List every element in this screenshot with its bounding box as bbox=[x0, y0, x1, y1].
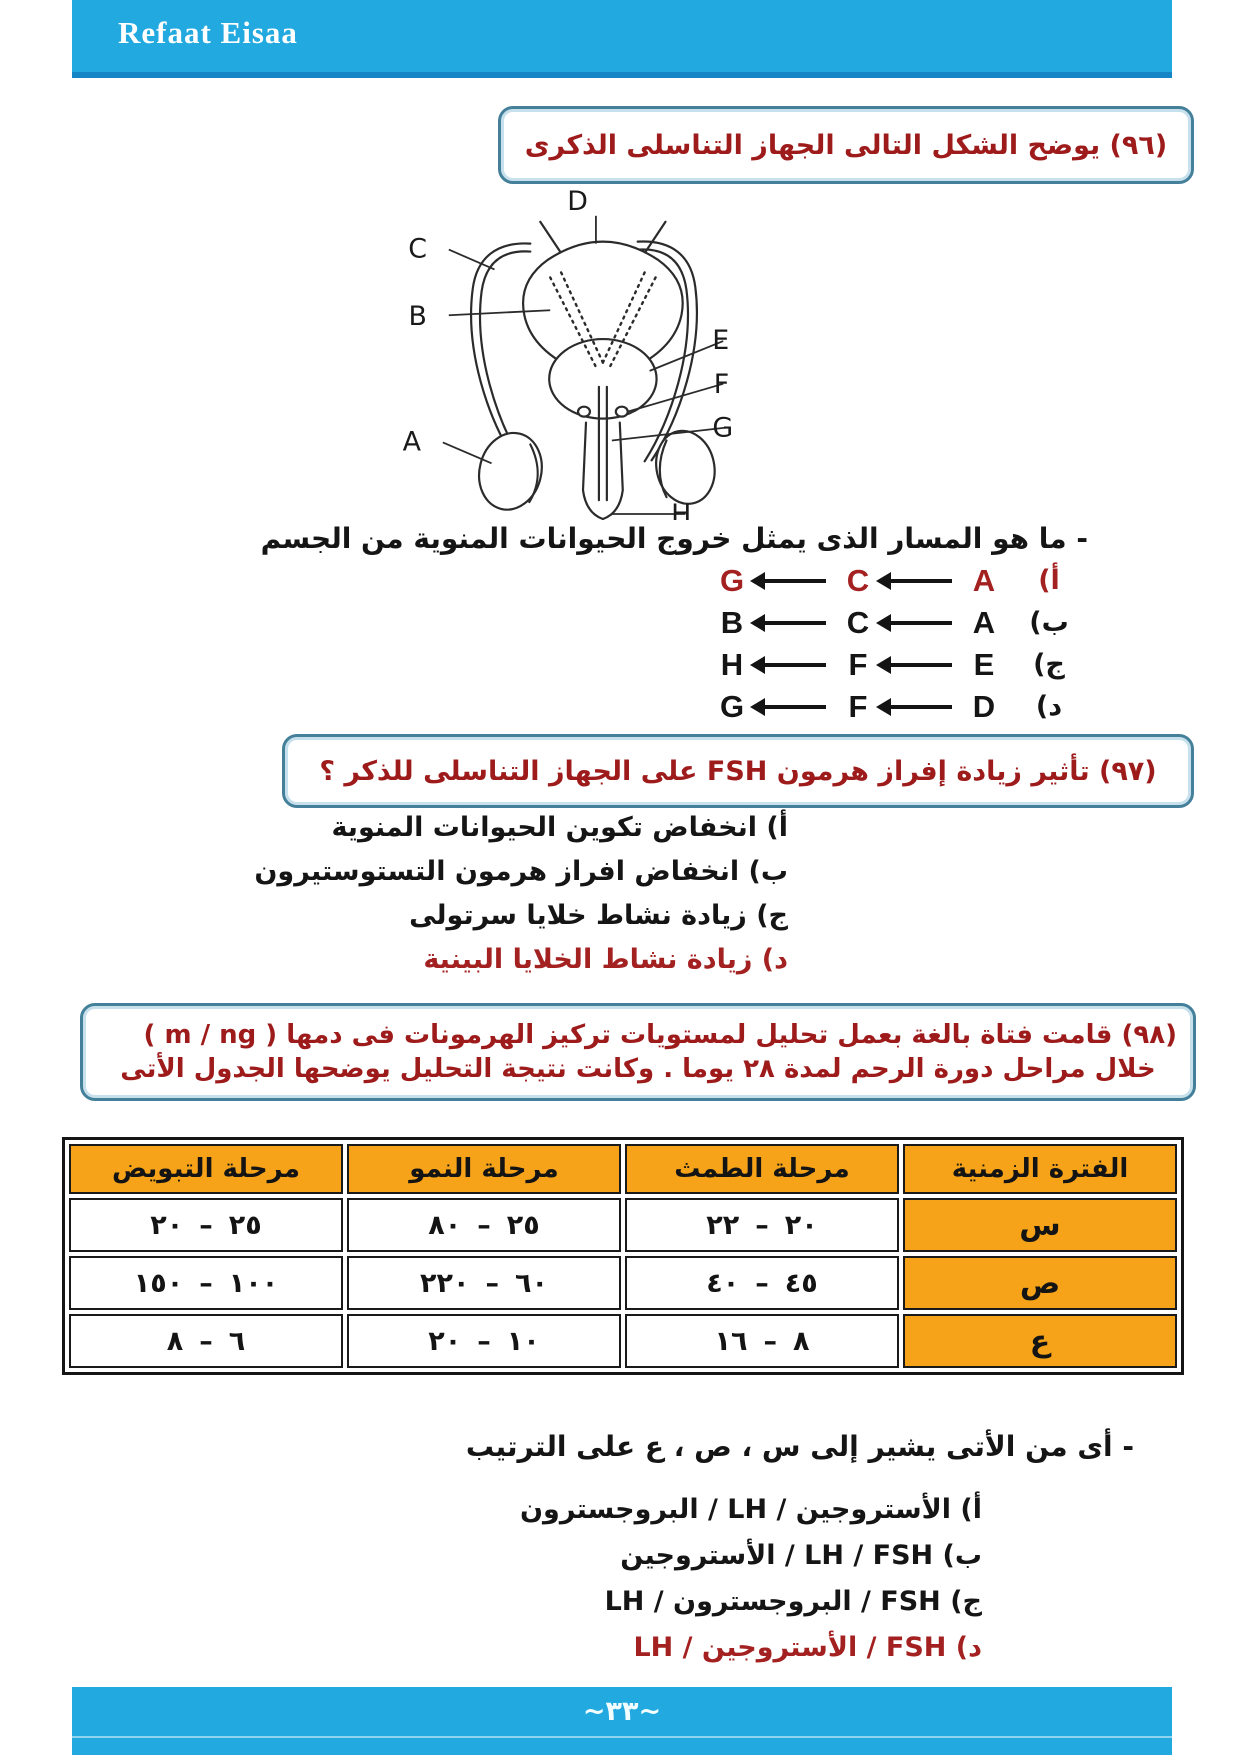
range-right: ٢٥ bbox=[228, 1209, 262, 1241]
diagram-label-g: G bbox=[712, 412, 734, 444]
male-reproductive-diagram bbox=[398, 182, 770, 520]
arrow-left-icon bbox=[890, 621, 952, 625]
header-bar bbox=[72, 0, 1172, 78]
range-left: ٢٢ bbox=[706, 1209, 740, 1241]
range-right: ٨ bbox=[792, 1325, 810, 1357]
q96-option-c bbox=[710, 648, 1072, 681]
diagram-svg bbox=[398, 182, 770, 520]
table-row bbox=[69, 1198, 1177, 1252]
path-letter: A bbox=[972, 604, 996, 640]
path-letter: B bbox=[720, 604, 744, 640]
option-marker: أ) bbox=[1038, 565, 1060, 596]
q97-title-box bbox=[282, 734, 1194, 808]
vas-deferens-left bbox=[471, 243, 530, 462]
range-right: ١٠٠ bbox=[228, 1267, 279, 1299]
q96-question: - ما هو المسار الذى يمثل خروج الحيوانات المنوية من الجسم bbox=[260, 522, 1088, 555]
q96-title: (٩٦) يوضح الشكل التالى الجهاز التناسلى الذكرى bbox=[524, 129, 1168, 161]
option-marker: ب) bbox=[1029, 607, 1069, 638]
q96-options bbox=[710, 564, 1072, 723]
range-dash: – bbox=[477, 1209, 491, 1241]
table-row bbox=[69, 1256, 1177, 1310]
q97-option-b: ب) انخفاض افراز هرمون التستوستيرون bbox=[254, 856, 788, 887]
range-cell bbox=[69, 1198, 343, 1252]
path-letter: D bbox=[972, 688, 996, 724]
path-letter: A bbox=[972, 562, 996, 598]
hormone-table bbox=[62, 1137, 1184, 1375]
q98-option-d: د) FSH / الأستروجين / LH bbox=[633, 1632, 982, 1663]
range-left: ٨٠ bbox=[428, 1209, 462, 1241]
column-header-period: الفترة الزمنية bbox=[903, 1144, 1177, 1194]
table-row bbox=[69, 1314, 1177, 1368]
range-dash: – bbox=[199, 1325, 213, 1357]
row-label: ع bbox=[903, 1314, 1177, 1368]
q96-option-b bbox=[710, 606, 1072, 639]
q98-sub-question: - أى من الأتى يشير إلى س ، ص ، ع على الترتيب bbox=[465, 1430, 1134, 1463]
diagram-label-a: A bbox=[402, 426, 421, 458]
q97-options bbox=[254, 812, 788, 975]
prostate bbox=[549, 339, 656, 419]
footer-divider bbox=[72, 1736, 1172, 1738]
range-dash: – bbox=[485, 1267, 499, 1299]
page-number: ~٣٣~ bbox=[582, 1696, 662, 1727]
ureter-left bbox=[540, 222, 560, 252]
range-left: ١٥٠ bbox=[133, 1267, 184, 1299]
range-dash: – bbox=[199, 1209, 213, 1241]
path-letter: E bbox=[973, 646, 995, 682]
arrow-left-icon bbox=[764, 663, 826, 667]
range-cell bbox=[625, 1314, 899, 1368]
cowper-gland-left bbox=[578, 407, 590, 417]
q96-option-d bbox=[710, 690, 1072, 723]
brand-text: Refaat Eisaa bbox=[118, 15, 298, 50]
range-right: ٢٠ bbox=[784, 1209, 818, 1241]
q96-option-a bbox=[710, 564, 1072, 597]
leader-c bbox=[449, 250, 495, 270]
ureter-right bbox=[646, 222, 666, 252]
range-left: ٨ bbox=[166, 1325, 184, 1357]
diagram-label-e: E bbox=[712, 325, 730, 357]
range-cell bbox=[347, 1198, 621, 1252]
range-right: ١٠ bbox=[506, 1325, 540, 1357]
range-cell bbox=[69, 1314, 343, 1368]
q97-title: (٩٧) تأثير زيادة إفراز هرمون FSH على الجهاز التناسلى للذكر ؟ bbox=[319, 755, 1157, 787]
diagram-label-b: B bbox=[408, 301, 427, 333]
range-cell bbox=[625, 1198, 899, 1252]
range-cell bbox=[625, 1256, 899, 1310]
path-letter: G bbox=[719, 562, 745, 598]
column-header-growth: مرحلة النمو bbox=[347, 1144, 621, 1194]
range-left: ٤٠ bbox=[706, 1267, 740, 1299]
diagram-label-h: H bbox=[671, 498, 692, 520]
q97-option-a: أ) انخفاض تكوين الحيوانات المنوية bbox=[331, 812, 788, 843]
q98-title-line2: خلال مراحل دورة الرحم لمدة ٢٨ يوما . وكانت نتيجة التحليل يوضحها الجدول الأتى bbox=[120, 1054, 1156, 1084]
path-letter: G bbox=[719, 688, 745, 724]
arrow-left-icon bbox=[764, 705, 826, 709]
header-underline bbox=[72, 72, 1172, 78]
q98-option-c: ج) FSH / البروجسترون / LH bbox=[604, 1586, 982, 1617]
q98-title-box bbox=[80, 1003, 1196, 1101]
row-label: ص bbox=[903, 1256, 1177, 1310]
arrow-left-icon bbox=[764, 621, 826, 625]
diagram-label-f: F bbox=[713, 368, 730, 400]
path-letter: F bbox=[848, 688, 868, 724]
range-cell bbox=[347, 1256, 621, 1310]
path-letter: H bbox=[720, 646, 744, 682]
range-right: ٢٥ bbox=[506, 1209, 540, 1241]
q97-option-c: ج) زيادة نشاط خلايا سرتولى bbox=[409, 900, 788, 931]
range-left: ١٦ bbox=[714, 1325, 748, 1357]
range-left: ٢٠ bbox=[428, 1325, 462, 1357]
range-dash: – bbox=[755, 1267, 769, 1299]
q98-option-b: ب) FSH ‏/ LH ‏/ الأستروجين bbox=[620, 1540, 982, 1571]
q98-options bbox=[520, 1494, 982, 1663]
q98-title-line1: (٩٨) قامت فتاة بالغة بعمل تحليل لمستويات تركيز الهرمونات فى دمها ( m / ng ) bbox=[143, 1020, 1177, 1050]
range-right: ٤٥ bbox=[784, 1267, 818, 1299]
range-dash: – bbox=[477, 1325, 491, 1357]
footer-bar bbox=[72, 1687, 1172, 1755]
path-letter: C bbox=[846, 604, 870, 640]
cowper-gland-right bbox=[616, 407, 628, 417]
range-dash: – bbox=[763, 1325, 777, 1357]
column-header-menstruation: مرحلة الطمث bbox=[625, 1144, 899, 1194]
path-letter: F bbox=[848, 646, 868, 682]
arrow-left-icon bbox=[890, 705, 952, 709]
range-cell bbox=[347, 1314, 621, 1368]
arrow-left-icon bbox=[764, 579, 826, 583]
diagram-label-c: C bbox=[408, 233, 427, 265]
row-label: س bbox=[903, 1198, 1177, 1252]
range-left: ٢٠ bbox=[150, 1209, 184, 1241]
range-cell bbox=[69, 1256, 343, 1310]
option-marker: ج) bbox=[1033, 649, 1065, 680]
q98-option-a: أ) الأستروجين / LH / البروجسترون bbox=[520, 1494, 982, 1525]
range-right: ٦٠ bbox=[514, 1267, 548, 1299]
vas-deferens-left-inner bbox=[480, 251, 530, 463]
path-letter: C bbox=[846, 562, 870, 598]
q96-title-box bbox=[498, 106, 1194, 184]
column-header-ovulation: مرحلة التبويض bbox=[69, 1144, 343, 1194]
range-right: ٦ bbox=[228, 1325, 246, 1357]
range-dash: – bbox=[199, 1267, 213, 1299]
q97-option-d: د) زيادة نشاط الخلايا البينية bbox=[423, 944, 788, 975]
diagram-label-d: D bbox=[567, 185, 588, 217]
range-left: ٢٢٠ bbox=[420, 1267, 470, 1299]
table-header-row bbox=[69, 1144, 1177, 1194]
arrow-left-icon bbox=[890, 579, 952, 583]
arrow-left-icon bbox=[890, 663, 952, 667]
option-marker: د) bbox=[1035, 691, 1063, 722]
range-dash: – bbox=[755, 1209, 769, 1241]
